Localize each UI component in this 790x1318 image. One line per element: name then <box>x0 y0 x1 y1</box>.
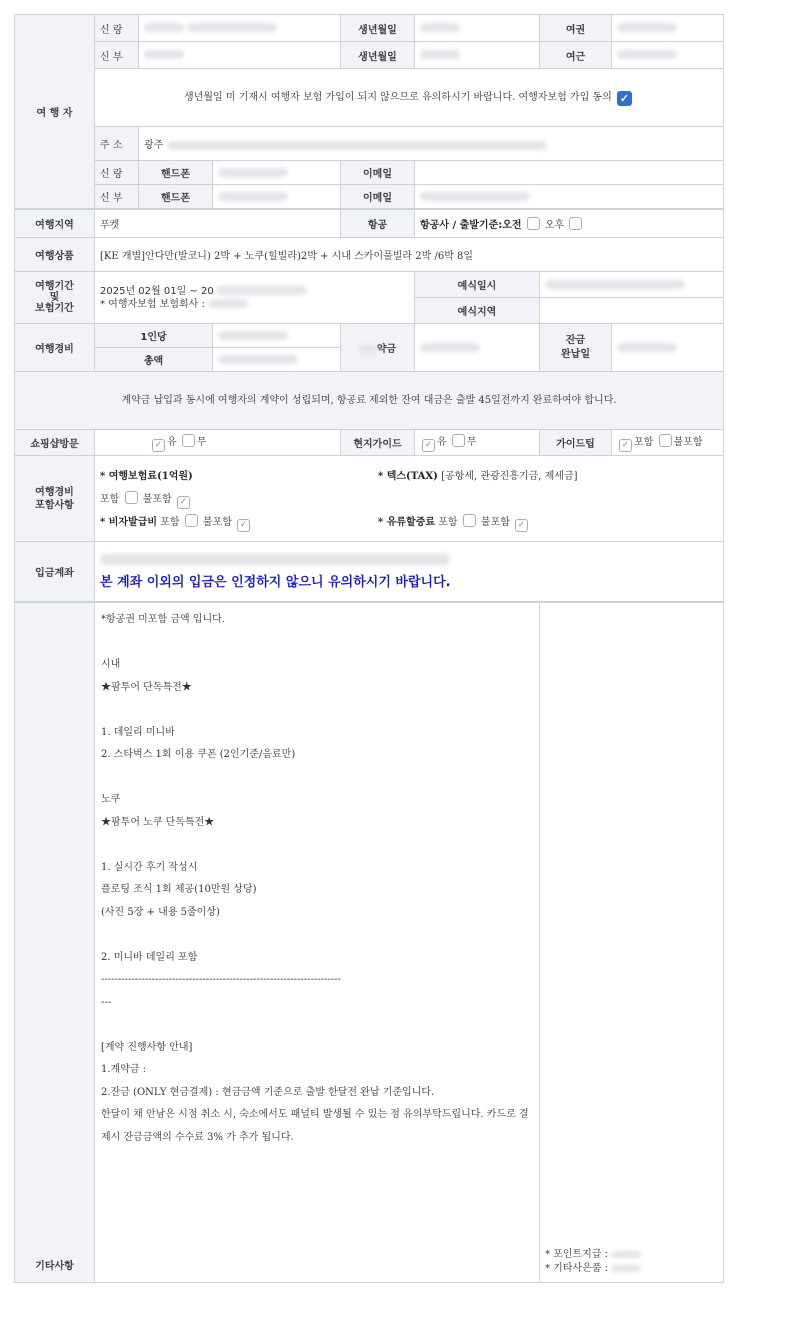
address-field[interactable] <box>139 127 724 161</box>
groom-passport-field[interactable] <box>612 15 724 42</box>
trip-table <box>14 209 724 602</box>
bride-email-field[interactable] <box>415 185 724 209</box>
point-label: * 포인트지급 : <box>545 1249 609 1260</box>
contract-notice: 계약금 납입과 동시에 여행자의 계약이 성립되며, 항공료 제외한 잔여 대금은 출발 45일전까지 완료하여야 합니다. <box>15 372 724 430</box>
per-person-field[interactable] <box>213 324 341 348</box>
bride-label: 신 부 <box>95 42 139 69</box>
shopping-no-label: 무 <box>196 437 207 448</box>
visa-excl-label: 불포함 <box>202 517 232 528</box>
visa-incl-label: 포함 <box>160 517 180 528</box>
checkbox-empty-icon[interactable] <box>452 434 465 447</box>
address-label: 주 소 <box>95 127 139 161</box>
traveler-label: 여 행 자 <box>15 15 95 209</box>
afternoon-label: 오후 <box>544 220 565 231</box>
checkbox-empty-icon[interactable] <box>569 217 582 230</box>
fuel-excl-label: 불포함 <box>480 517 510 528</box>
shopping-options <box>95 430 341 456</box>
ins-excl-label: 불포함 <box>142 494 172 505</box>
address-value: 광주 <box>144 140 164 151</box>
groom-birth-label: 생년월일 <box>341 15 415 42</box>
groom-email-field[interactable] <box>415 161 724 185</box>
airline-info: 항공사 / 출발기준:오전 <box>420 220 522 231</box>
airline-label: 항공 <box>341 210 415 238</box>
checkbox-empty-icon[interactable] <box>182 434 195 447</box>
tax-detail: [공항세, 관광진흥기금, 제세금] <box>441 471 578 482</box>
checkbox-checked-icon[interactable]: ✓ <box>237 519 250 532</box>
etc-side <box>540 603 724 1283</box>
local-guide-label: 현지가이드 <box>341 430 415 456</box>
cost-incl-label: 여행경비 포함사항 <box>15 456 95 542</box>
guide-tip-options <box>612 430 724 456</box>
etc-table <box>14 602 724 1283</box>
checkbox-checked-icon[interactable]: ✓ <box>177 496 190 509</box>
checkbox-empty-icon[interactable] <box>125 491 138 504</box>
insurer-label: * 여행자보험 보험회사 : <box>100 298 205 310</box>
fuel-incl-label: 포함 <box>438 517 458 528</box>
fuel-item: * 유류할증료 <box>378 517 436 528</box>
checkbox-empty-icon[interactable] <box>185 514 198 527</box>
bride-email-label: 이메일 <box>341 185 415 209</box>
deposit-field[interactable] <box>415 324 540 372</box>
tax-item: * 텍스(TAX) <box>378 471 438 482</box>
ins-item: * 여행보험료(1억원) <box>100 471 193 482</box>
etc-memo[interactable]: *항공권 미포함 금액 입니다. 시내 ★팜투어 단독특전★ 1. 데일리 미니바 2. 스타벅스 1회 이용 쿠폰 (2인기준/음료만) 노쿠 ★팜투어 노쿠 단독특전★ 1. 실시간 후기 작성시 플로팅 조식 1회 제공(10만원 상당) (사진 5장 + 내용 5줄이상) 2. 미니바 데일리 포함 ----------------------------------------------------------------------- --- [계약 진행사항 안내] 1.계약금 : 2.잔금 (ONLY 현금결제) : 현금금액 기준으로 출발 한달전 완납 기준입니다. 한달이 채 안남은 시점 취소 시, 숙소에서도 패널티 발생될 수 있는 점 유의부탁드립니다. 카드로 결제시 잔금금액의 수수료 3% 가 추가 됩니다. <box>95 603 540 1283</box>
bride-label-2: 신 부 <box>95 185 139 209</box>
bride-birth-label: 생년월일 <box>341 42 415 69</box>
wedding-date-field[interactable] <box>540 272 724 298</box>
total-label: 총액 <box>95 348 213 372</box>
shopping-label: 쇼핑샵방문 <box>15 430 95 456</box>
ins-incl-label: 포함 <box>100 494 120 505</box>
bride-name-field[interactable] <box>139 42 341 69</box>
contract-table <box>14 14 724 209</box>
groom-phone-field[interactable] <box>213 161 341 185</box>
wedding-date-label: 예식일시 <box>415 272 540 298</box>
checkbox-checked-icon[interactable]: ✓ <box>619 439 632 452</box>
wedding-place-field[interactable] <box>540 298 724 324</box>
groom-label: 신 랑 <box>95 15 139 42</box>
per-person-label: 1인당 <box>95 324 213 348</box>
deposit-label: 약금 <box>341 324 415 372</box>
total-field[interactable] <box>213 348 341 372</box>
guide-tip-label: 가이드팁 <box>540 430 612 456</box>
local-guide-options <box>415 430 540 456</box>
shopping-yes-label: 유 <box>167 437 177 448</box>
groom-name-field[interactable] <box>139 15 341 42</box>
guide-yes-label: 유 <box>437 437 447 448</box>
account-warning: 본 계좌 이외의 입금은 인정하지 않으니 유의하시기 바랍니다. <box>100 574 451 590</box>
balance-label: 잔금 완납일 <box>540 324 612 372</box>
product-value: [KE 개별]안다만(발코니) 2박 + 노쿠(힐빌라)2박 + 시내 스카이풀빌라 2박 /6박 8일 <box>95 238 724 272</box>
checkbox-empty-icon[interactable] <box>527 217 540 230</box>
period-value: 2025년 02월 01일 ~ 20 <box>100 285 214 297</box>
checkbox-empty-icon[interactable] <box>659 434 672 447</box>
product-label: 여행상품 <box>15 238 95 272</box>
groom-email-label: 이메일 <box>341 161 415 185</box>
etc-label: 기타사항 <box>15 603 95 1283</box>
checkbox-checked-icon[interactable]: ✓ <box>422 439 435 452</box>
cost-incl-field <box>95 456 724 542</box>
region-value: 푸켓 <box>95 210 341 238</box>
period-label: 여행기간 및 보험기간 <box>15 272 95 324</box>
birth-notice-text: 생년월일 미 기재시 여행자 보험 가입이 되지 않으므로 유의하시기 바랍니다. 여행자보험 가입 동의 <box>184 91 612 103</box>
bride-phone-label: 핸드폰 <box>139 185 213 209</box>
passport-label-2: 여근 <box>540 42 612 69</box>
contract-form <box>14 14 723 1283</box>
tip-incl-label: 포함 <box>634 437 654 448</box>
account-label: 입금계좌 <box>15 542 95 602</box>
region-label: 여행지역 <box>15 210 95 238</box>
passport-label: 여권 <box>540 15 612 42</box>
groom-phone-label: 핸드폰 <box>139 161 213 185</box>
balance-date-field[interactable] <box>612 324 724 372</box>
bride-passport-field[interactable] <box>612 42 724 69</box>
account-field <box>95 542 724 602</box>
birth-notice <box>95 69 724 127</box>
bride-birth-field[interactable] <box>415 42 540 69</box>
groom-label-2: 신 랑 <box>95 161 139 185</box>
period-field <box>95 272 415 324</box>
tip-excl-label: 불포함 <box>673 437 703 448</box>
visa-item: * 비자발급비 <box>100 517 158 528</box>
checkbox-empty-icon[interactable] <box>463 514 476 527</box>
gift-label: * 기타사은품 : <box>545 1263 609 1274</box>
guide-no-label: 무 <box>466 437 477 448</box>
checkbox-checked-icon[interactable]: ✓ <box>515 519 528 532</box>
cost-label: 여행경비 <box>15 324 95 372</box>
checkbox-checked-icon[interactable]: ✓ <box>152 439 165 452</box>
airline-field <box>415 210 724 238</box>
checkbox-checked-icon[interactable]: ✓ <box>617 91 632 106</box>
wedding-place-label: 예식지역 <box>415 298 540 324</box>
groom-birth-field[interactable] <box>415 15 540 42</box>
bride-phone-field[interactable] <box>213 185 341 209</box>
